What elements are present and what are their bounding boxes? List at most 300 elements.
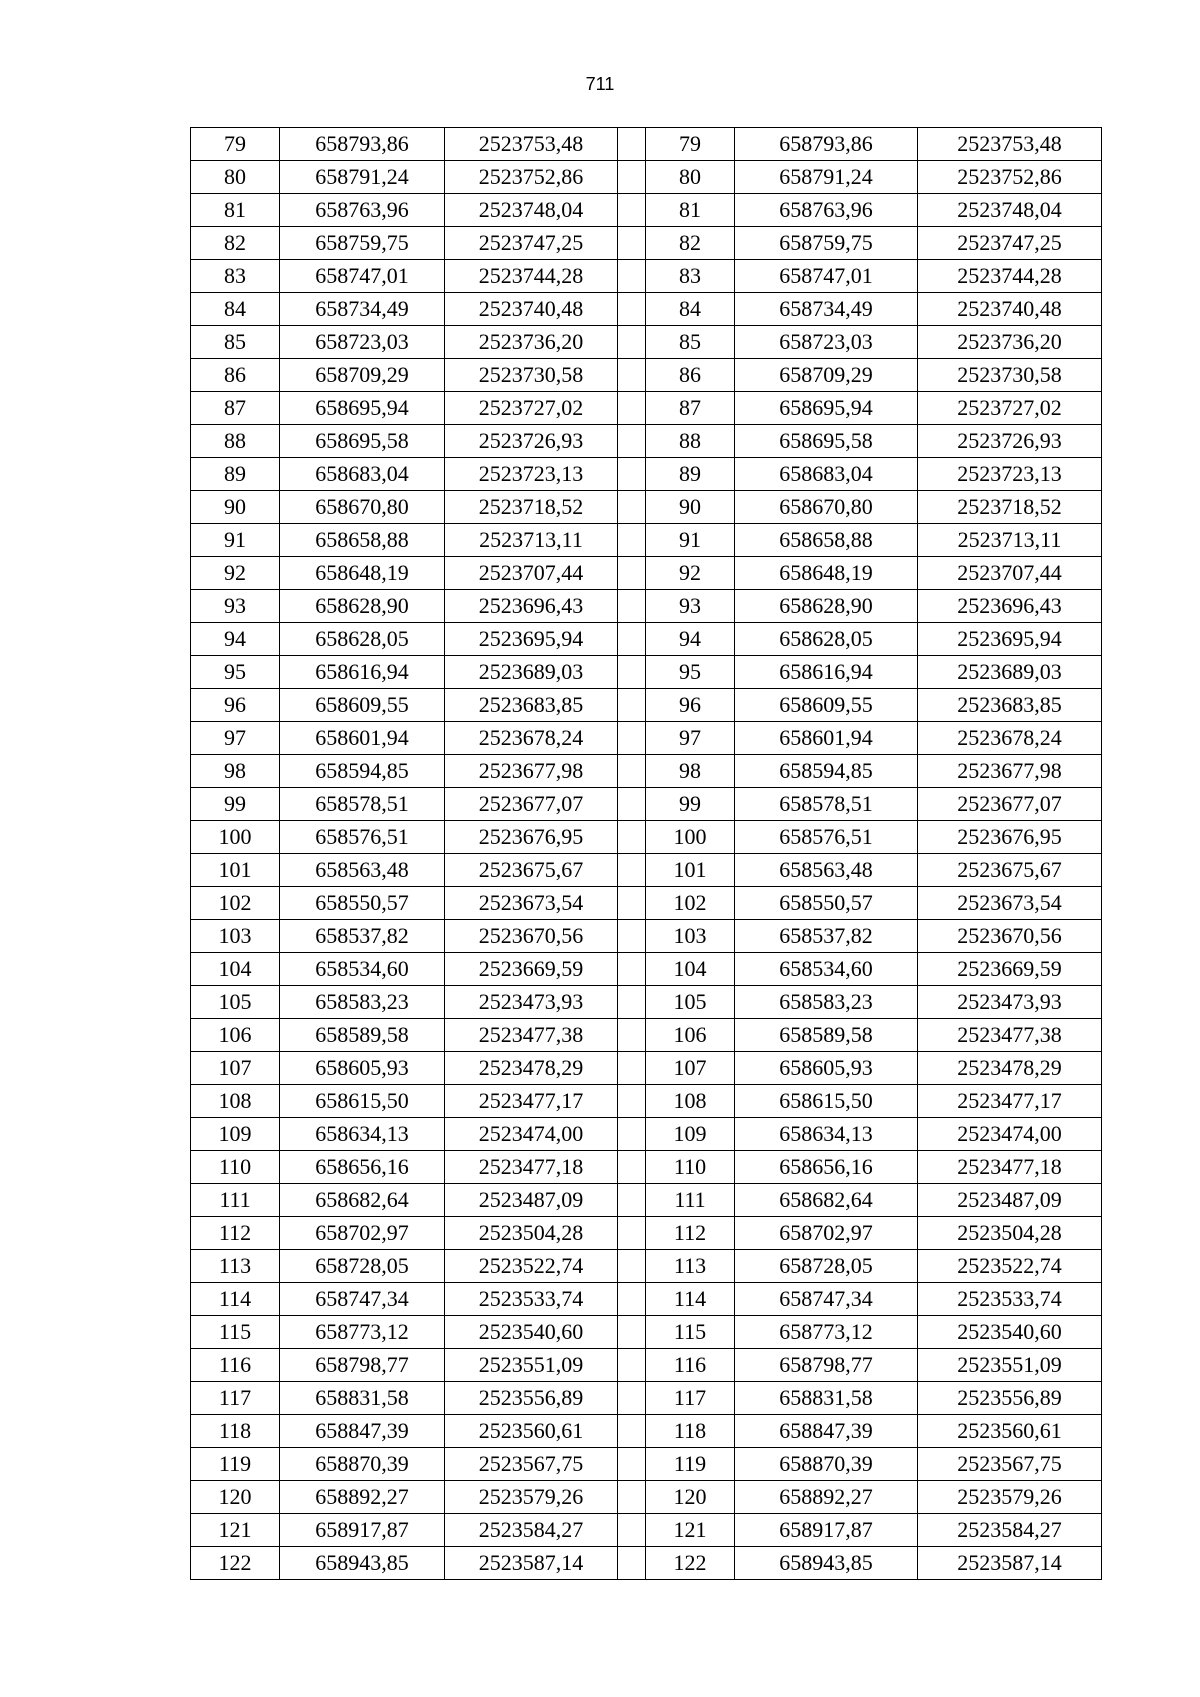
point-number-cell: 102	[191, 887, 280, 920]
x-coordinate-cell: 658870,39	[280, 1448, 445, 1481]
empty-cell	[618, 1547, 646, 1580]
x-coordinate-cell: 658563,48	[735, 854, 918, 887]
point-number-cell: 93	[646, 590, 735, 623]
table-row	[191, 821, 1102, 854]
x-coordinate-cell: 658634,13	[735, 1118, 918, 1151]
empty-cell	[618, 920, 646, 953]
point-number-cell: 83	[191, 260, 280, 293]
x-coordinate-cell: 658648,19	[735, 557, 918, 590]
y-coordinate-cell: 2523675,67	[445, 854, 618, 887]
point-number-cell: 98	[191, 755, 280, 788]
point-number-cell: 80	[191, 161, 280, 194]
point-number-cell: 119	[191, 1448, 280, 1481]
table-row	[191, 1184, 1102, 1217]
point-number-cell: 110	[646, 1151, 735, 1184]
x-coordinate-cell: 658583,23	[735, 986, 918, 1019]
table-row	[191, 227, 1102, 260]
x-coordinate-cell: 658550,57	[280, 887, 445, 920]
y-coordinate-cell: 2523487,09	[445, 1184, 618, 1217]
y-coordinate-cell: 2523718,52	[445, 491, 618, 524]
x-coordinate-cell: 658734,49	[280, 293, 445, 326]
point-number-cell: 103	[191, 920, 280, 953]
x-coordinate-cell: 658747,01	[280, 260, 445, 293]
table-row	[191, 128, 1102, 161]
y-coordinate-cell: 2523677,98	[445, 755, 618, 788]
point-number-cell: 91	[191, 524, 280, 557]
x-coordinate-cell: 658709,29	[280, 359, 445, 392]
point-number-cell: 122	[646, 1547, 735, 1580]
point-number-cell: 81	[191, 194, 280, 227]
point-number-cell: 96	[191, 689, 280, 722]
x-coordinate-cell: 658682,64	[735, 1184, 918, 1217]
table-row	[191, 623, 1102, 656]
point-number-cell: 101	[191, 854, 280, 887]
point-number-cell: 85	[646, 326, 735, 359]
x-coordinate-cell: 658728,05	[735, 1250, 918, 1283]
x-coordinate-cell: 658683,04	[280, 458, 445, 491]
y-coordinate-cell: 2523673,54	[445, 887, 618, 920]
table-row	[191, 1481, 1102, 1514]
table-row	[191, 293, 1102, 326]
point-number-cell: 94	[646, 623, 735, 656]
y-coordinate-cell: 2523522,74	[918, 1250, 1102, 1283]
point-number-cell: 113	[191, 1250, 280, 1283]
point-number-cell: 117	[191, 1382, 280, 1415]
table-row	[191, 524, 1102, 557]
point-number-cell: 105	[646, 986, 735, 1019]
x-coordinate-cell: 658656,16	[280, 1151, 445, 1184]
x-coordinate-cell: 658670,80	[280, 491, 445, 524]
point-number-cell: 115	[191, 1316, 280, 1349]
table-row	[191, 1250, 1102, 1283]
x-coordinate-cell: 658695,58	[735, 425, 918, 458]
x-coordinate-cell: 658628,90	[735, 590, 918, 623]
y-coordinate-cell: 2523587,14	[918, 1547, 1102, 1580]
table-row	[191, 359, 1102, 392]
point-number-cell: 87	[646, 392, 735, 425]
x-coordinate-cell: 658601,94	[735, 722, 918, 755]
x-coordinate-cell: 658563,48	[280, 854, 445, 887]
y-coordinate-cell: 2523744,28	[918, 260, 1102, 293]
empty-cell	[618, 689, 646, 722]
y-coordinate-cell: 2523744,28	[445, 260, 618, 293]
point-number-cell: 104	[646, 953, 735, 986]
empty-cell	[618, 656, 646, 689]
x-coordinate-cell: 658534,60	[735, 953, 918, 986]
point-number-cell: 109	[646, 1118, 735, 1151]
point-number-cell: 100	[191, 821, 280, 854]
x-coordinate-cell: 658734,49	[735, 293, 918, 326]
table-row	[191, 788, 1102, 821]
table-row	[191, 854, 1102, 887]
empty-cell	[618, 1283, 646, 1316]
point-number-cell: 91	[646, 524, 735, 557]
y-coordinate-cell: 2523587,14	[445, 1547, 618, 1580]
x-coordinate-cell: 658870,39	[735, 1448, 918, 1481]
point-number-cell: 100	[646, 821, 735, 854]
x-coordinate-cell: 658943,85	[735, 1547, 918, 1580]
x-coordinate-cell: 658763,96	[280, 194, 445, 227]
y-coordinate-cell: 2523727,02	[918, 392, 1102, 425]
x-coordinate-cell: 658723,03	[280, 326, 445, 359]
empty-cell	[618, 293, 646, 326]
y-coordinate-cell: 2523579,26	[445, 1481, 618, 1514]
point-number-cell: 97	[191, 722, 280, 755]
x-coordinate-cell: 658917,87	[280, 1514, 445, 1547]
x-coordinate-cell: 658763,96	[735, 194, 918, 227]
y-coordinate-cell: 2523540,60	[918, 1316, 1102, 1349]
table-row	[191, 557, 1102, 590]
point-number-cell: 83	[646, 260, 735, 293]
table-row	[191, 1382, 1102, 1415]
y-coordinate-cell: 2523689,03	[445, 656, 618, 689]
x-coordinate-cell: 658550,57	[735, 887, 918, 920]
empty-cell	[618, 326, 646, 359]
point-number-cell: 92	[191, 557, 280, 590]
x-coordinate-cell: 658773,12	[280, 1316, 445, 1349]
y-coordinate-cell: 2523477,17	[918, 1085, 1102, 1118]
y-coordinate-cell: 2523740,48	[445, 293, 618, 326]
empty-cell	[618, 1151, 646, 1184]
x-coordinate-cell: 658791,24	[280, 161, 445, 194]
empty-cell	[618, 1250, 646, 1283]
point-number-cell: 82	[646, 227, 735, 260]
table-row	[191, 1283, 1102, 1316]
empty-cell	[618, 1118, 646, 1151]
table-row	[191, 425, 1102, 458]
point-number-cell: 109	[191, 1118, 280, 1151]
point-number-cell: 106	[191, 1019, 280, 1052]
y-coordinate-cell: 2523696,43	[445, 590, 618, 623]
point-number-cell: 121	[646, 1514, 735, 1547]
table-row	[191, 1547, 1102, 1580]
y-coordinate-cell: 2523477,38	[445, 1019, 618, 1052]
empty-cell	[618, 227, 646, 260]
x-coordinate-cell: 658723,03	[735, 326, 918, 359]
x-coordinate-cell: 658537,82	[280, 920, 445, 953]
x-coordinate-cell: 658683,04	[735, 458, 918, 491]
table-row	[191, 887, 1102, 920]
y-coordinate-cell: 2523695,94	[918, 623, 1102, 656]
point-number-cell: 90	[646, 491, 735, 524]
table-row	[191, 953, 1102, 986]
point-number-cell: 89	[646, 458, 735, 491]
x-coordinate-cell: 658695,58	[280, 425, 445, 458]
point-number-cell: 122	[191, 1547, 280, 1580]
y-coordinate-cell: 2523696,43	[918, 590, 1102, 623]
empty-cell	[618, 1184, 646, 1217]
y-coordinate-cell: 2523677,98	[918, 755, 1102, 788]
y-coordinate-cell: 2523747,25	[445, 227, 618, 260]
table-row	[191, 656, 1102, 689]
point-number-cell: 87	[191, 392, 280, 425]
y-coordinate-cell: 2523556,89	[918, 1382, 1102, 1415]
empty-cell	[618, 1415, 646, 1448]
y-coordinate-cell: 2523504,28	[445, 1217, 618, 1250]
empty-cell	[618, 1019, 646, 1052]
empty-cell	[618, 557, 646, 590]
point-number-cell: 95	[191, 656, 280, 689]
y-coordinate-cell: 2523753,48	[445, 128, 618, 161]
point-number-cell: 108	[646, 1085, 735, 1118]
table-row	[191, 161, 1102, 194]
table-row	[191, 920, 1102, 953]
point-number-cell: 103	[646, 920, 735, 953]
table-row	[191, 755, 1102, 788]
table-row	[191, 1085, 1102, 1118]
x-coordinate-cell: 658578,51	[735, 788, 918, 821]
empty-cell	[618, 1448, 646, 1481]
point-number-cell: 114	[191, 1283, 280, 1316]
y-coordinate-cell: 2523752,86	[918, 161, 1102, 194]
y-coordinate-cell: 2523474,00	[918, 1118, 1102, 1151]
y-coordinate-cell: 2523730,58	[918, 359, 1102, 392]
y-coordinate-cell: 2523677,07	[445, 788, 618, 821]
table-row	[191, 590, 1102, 623]
y-coordinate-cell: 2523540,60	[445, 1316, 618, 1349]
x-coordinate-cell: 658594,85	[280, 755, 445, 788]
point-number-cell: 105	[191, 986, 280, 1019]
empty-cell	[618, 887, 646, 920]
point-number-cell: 107	[646, 1052, 735, 1085]
x-coordinate-cell: 658773,12	[735, 1316, 918, 1349]
y-coordinate-cell: 2523673,54	[918, 887, 1102, 920]
y-coordinate-cell: 2523707,44	[918, 557, 1102, 590]
x-coordinate-cell: 658615,50	[735, 1085, 918, 1118]
point-number-cell: 90	[191, 491, 280, 524]
point-number-cell: 104	[191, 953, 280, 986]
y-coordinate-cell: 2523670,56	[918, 920, 1102, 953]
empty-cell	[618, 1481, 646, 1514]
y-coordinate-cell: 2523683,85	[445, 689, 618, 722]
x-coordinate-cell: 658847,39	[280, 1415, 445, 1448]
y-coordinate-cell: 2523478,29	[445, 1052, 618, 1085]
y-coordinate-cell: 2523740,48	[918, 293, 1102, 326]
table-row	[191, 1316, 1102, 1349]
y-coordinate-cell: 2523560,61	[918, 1415, 1102, 1448]
point-number-cell: 84	[646, 293, 735, 326]
y-coordinate-cell: 2523487,09	[918, 1184, 1102, 1217]
x-coordinate-cell: 658695,94	[735, 392, 918, 425]
y-coordinate-cell: 2523727,02	[445, 392, 618, 425]
empty-cell	[618, 590, 646, 623]
x-coordinate-cell: 658648,19	[280, 557, 445, 590]
empty-cell	[618, 458, 646, 491]
y-coordinate-cell: 2523560,61	[445, 1415, 618, 1448]
point-number-cell: 97	[646, 722, 735, 755]
table-row	[191, 194, 1102, 227]
x-coordinate-cell: 658601,94	[280, 722, 445, 755]
table-row	[191, 392, 1102, 425]
empty-cell	[618, 854, 646, 887]
x-coordinate-cell: 658943,85	[280, 1547, 445, 1580]
x-coordinate-cell: 658759,75	[735, 227, 918, 260]
point-number-cell: 112	[191, 1217, 280, 1250]
x-coordinate-cell: 658628,05	[280, 623, 445, 656]
table-row	[191, 1151, 1102, 1184]
point-number-cell: 120	[646, 1481, 735, 1514]
y-coordinate-cell: 2523683,85	[918, 689, 1102, 722]
point-number-cell: 114	[646, 1283, 735, 1316]
y-coordinate-cell: 2523473,93	[918, 986, 1102, 1019]
empty-cell	[618, 359, 646, 392]
y-coordinate-cell: 2523567,75	[918, 1448, 1102, 1481]
table-row	[191, 722, 1102, 755]
point-number-cell: 119	[646, 1448, 735, 1481]
point-number-cell: 88	[646, 425, 735, 458]
table-row	[191, 260, 1102, 293]
x-coordinate-cell: 658798,77	[735, 1349, 918, 1382]
point-number-cell: 110	[191, 1151, 280, 1184]
y-coordinate-cell: 2523676,95	[918, 821, 1102, 854]
point-number-cell: 95	[646, 656, 735, 689]
empty-cell	[618, 1349, 646, 1382]
point-number-cell: 86	[646, 359, 735, 392]
y-coordinate-cell: 2523723,13	[445, 458, 618, 491]
table-row	[191, 1349, 1102, 1382]
y-coordinate-cell: 2523478,29	[918, 1052, 1102, 1085]
point-number-cell: 116	[646, 1349, 735, 1382]
y-coordinate-cell: 2523752,86	[445, 161, 618, 194]
point-number-cell: 79	[646, 128, 735, 161]
x-coordinate-cell: 658658,88	[735, 524, 918, 557]
y-coordinate-cell: 2523695,94	[445, 623, 618, 656]
x-coordinate-cell: 658759,75	[280, 227, 445, 260]
x-coordinate-cell: 658589,58	[735, 1019, 918, 1052]
x-coordinate-cell: 658847,39	[735, 1415, 918, 1448]
x-coordinate-cell: 658747,34	[280, 1283, 445, 1316]
empty-cell	[618, 623, 646, 656]
point-number-cell: 94	[191, 623, 280, 656]
coordinates-table	[190, 127, 1102, 1580]
point-number-cell: 120	[191, 1481, 280, 1514]
empty-cell	[618, 953, 646, 986]
x-coordinate-cell: 658628,05	[735, 623, 918, 656]
point-number-cell: 107	[191, 1052, 280, 1085]
table-row	[191, 458, 1102, 491]
y-coordinate-cell: 2523726,93	[918, 425, 1102, 458]
y-coordinate-cell: 2523533,74	[445, 1283, 618, 1316]
empty-cell	[618, 722, 646, 755]
point-number-cell: 84	[191, 293, 280, 326]
x-coordinate-cell: 658628,90	[280, 590, 445, 623]
x-coordinate-cell: 658609,55	[735, 689, 918, 722]
point-number-cell: 96	[646, 689, 735, 722]
y-coordinate-cell: 2523522,74	[445, 1250, 618, 1283]
x-coordinate-cell: 658616,94	[735, 656, 918, 689]
point-number-cell: 99	[191, 788, 280, 821]
point-number-cell: 112	[646, 1217, 735, 1250]
y-coordinate-cell: 2523730,58	[445, 359, 618, 392]
x-coordinate-cell: 658793,86	[735, 128, 918, 161]
y-coordinate-cell: 2523726,93	[445, 425, 618, 458]
x-coordinate-cell: 658656,16	[735, 1151, 918, 1184]
x-coordinate-cell: 658682,64	[280, 1184, 445, 1217]
empty-cell	[618, 1085, 646, 1118]
point-number-cell: 118	[191, 1415, 280, 1448]
x-coordinate-cell: 658728,05	[280, 1250, 445, 1283]
x-coordinate-cell: 658793,86	[280, 128, 445, 161]
table-row	[191, 326, 1102, 359]
x-coordinate-cell: 658798,77	[280, 1349, 445, 1382]
point-number-cell: 115	[646, 1316, 735, 1349]
y-coordinate-cell: 2523736,20	[445, 326, 618, 359]
empty-cell	[618, 1382, 646, 1415]
y-coordinate-cell: 2523753,48	[918, 128, 1102, 161]
table-row	[191, 1514, 1102, 1547]
y-coordinate-cell: 2523556,89	[445, 1382, 618, 1415]
x-coordinate-cell: 658537,82	[735, 920, 918, 953]
empty-cell	[618, 1052, 646, 1085]
y-coordinate-cell: 2523584,27	[918, 1514, 1102, 1547]
x-coordinate-cell: 658670,80	[735, 491, 918, 524]
point-number-cell: 118	[646, 1415, 735, 1448]
y-coordinate-cell: 2523675,67	[918, 854, 1102, 887]
point-number-cell: 92	[646, 557, 735, 590]
x-coordinate-cell: 658534,60	[280, 953, 445, 986]
point-number-cell: 93	[191, 590, 280, 623]
y-coordinate-cell: 2523713,11	[445, 524, 618, 557]
table-row	[191, 1019, 1102, 1052]
y-coordinate-cell: 2523551,09	[918, 1349, 1102, 1382]
point-number-cell: 79	[191, 128, 280, 161]
empty-cell	[618, 1514, 646, 1547]
empty-cell	[618, 821, 646, 854]
page-number: 711	[585, 74, 615, 94]
point-number-cell: 106	[646, 1019, 735, 1052]
x-coordinate-cell: 658616,94	[280, 656, 445, 689]
empty-cell	[618, 986, 646, 1019]
x-coordinate-cell: 658791,24	[735, 161, 918, 194]
point-number-cell: 121	[191, 1514, 280, 1547]
empty-cell	[618, 1316, 646, 1349]
x-coordinate-cell: 658634,13	[280, 1118, 445, 1151]
x-coordinate-cell: 658695,94	[280, 392, 445, 425]
point-number-cell: 86	[191, 359, 280, 392]
point-number-cell: 101	[646, 854, 735, 887]
table-row	[191, 1448, 1102, 1481]
x-coordinate-cell: 658892,27	[735, 1481, 918, 1514]
x-coordinate-cell: 658917,87	[735, 1514, 918, 1547]
y-coordinate-cell: 2523477,38	[918, 1019, 1102, 1052]
x-coordinate-cell: 658576,51	[735, 821, 918, 854]
y-coordinate-cell: 2523551,09	[445, 1349, 618, 1382]
x-coordinate-cell: 658605,93	[735, 1052, 918, 1085]
y-coordinate-cell: 2523567,75	[445, 1448, 618, 1481]
y-coordinate-cell: 2523707,44	[445, 557, 618, 590]
y-coordinate-cell: 2523474,00	[445, 1118, 618, 1151]
table-row	[191, 1052, 1102, 1085]
table-row	[191, 1217, 1102, 1250]
point-number-cell: 89	[191, 458, 280, 491]
y-coordinate-cell: 2523504,28	[918, 1217, 1102, 1250]
x-coordinate-cell: 658702,97	[280, 1217, 445, 1250]
empty-cell	[618, 194, 646, 227]
y-coordinate-cell: 2523670,56	[445, 920, 618, 953]
x-coordinate-cell: 658702,97	[735, 1217, 918, 1250]
x-coordinate-cell: 658892,27	[280, 1481, 445, 1514]
y-coordinate-cell: 2523669,59	[918, 953, 1102, 986]
y-coordinate-cell: 2523748,04	[918, 194, 1102, 227]
y-coordinate-cell: 2523579,26	[918, 1481, 1102, 1514]
x-coordinate-cell: 658605,93	[280, 1052, 445, 1085]
table-row	[191, 689, 1102, 722]
point-number-cell: 108	[191, 1085, 280, 1118]
point-number-cell: 102	[646, 887, 735, 920]
y-coordinate-cell: 2523677,07	[918, 788, 1102, 821]
x-coordinate-cell: 658589,58	[280, 1019, 445, 1052]
empty-cell	[618, 1217, 646, 1250]
